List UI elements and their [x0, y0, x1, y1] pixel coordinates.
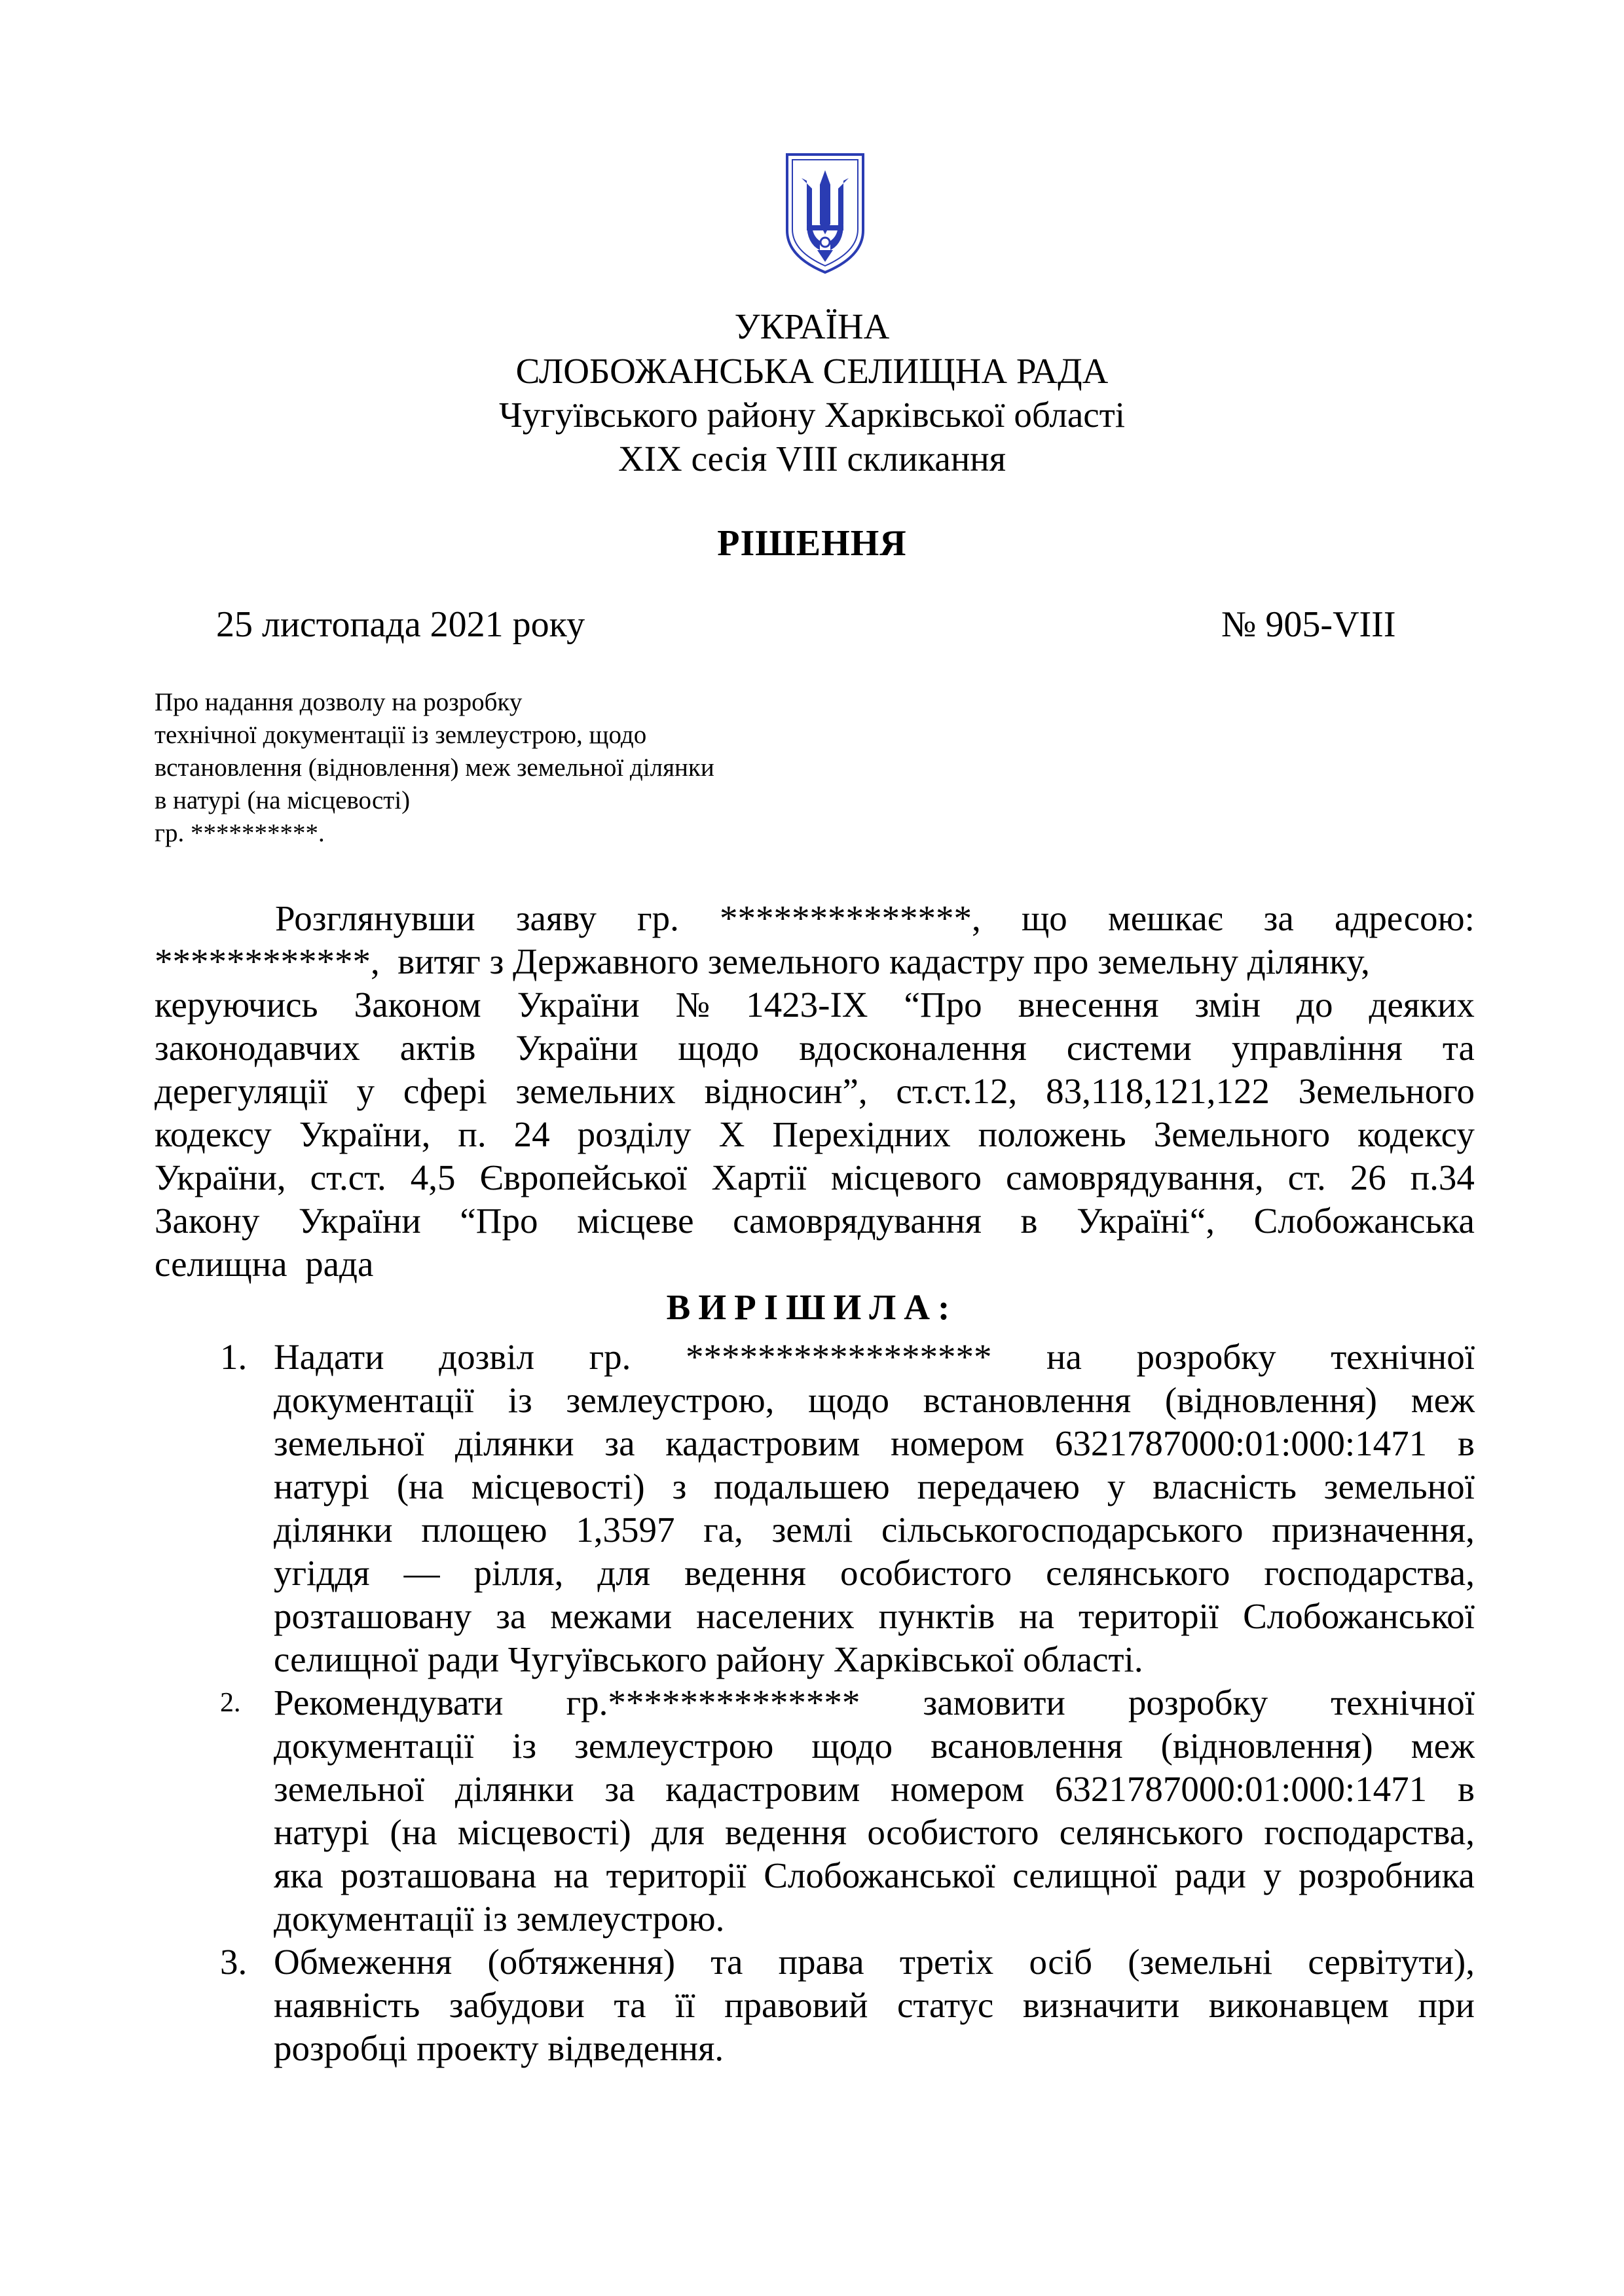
word: земельних	[515, 1071, 676, 1111]
word: яка	[274, 1855, 323, 1895]
document-date: 25 листопада 2021 року	[216, 604, 585, 645]
word: Слобожанської	[1243, 1596, 1475, 1636]
word: всановлення	[931, 1726, 1123, 1766]
word: землеустрою	[574, 1726, 774, 1766]
word: меж	[1411, 1380, 1475, 1420]
header-session: XIX сесія VIII скликання	[618, 439, 1006, 479]
word: Україні“,	[1077, 1201, 1215, 1241]
word: до	[1297, 985, 1333, 1025]
word: розташована	[340, 1855, 537, 1895]
word: за	[1263, 898, 1294, 938]
word: адресою:	[1334, 898, 1475, 938]
word: п.34	[1410, 1157, 1475, 1197]
item-line	[274, 1768, 1475, 1811]
word: ведення	[684, 1553, 806, 1593]
word: із	[512, 1726, 537, 1766]
word: ст.ст.12,	[896, 1071, 1018, 1111]
word: земельної	[274, 1769, 425, 1809]
word: статус	[896, 1985, 994, 2025]
word: та	[710, 1942, 743, 1982]
word: правовий	[724, 1985, 868, 2025]
item-line	[274, 1422, 1475, 1465]
word: забудови	[449, 1985, 585, 2025]
word: наявність	[274, 1985, 420, 2025]
word: самоврядування,	[1006, 1157, 1264, 1197]
word: гр.**************	[566, 1683, 860, 1722]
word: номером	[891, 1769, 1025, 1809]
word: розробника	[1299, 1855, 1475, 1895]
word: замовити	[923, 1683, 1065, 1722]
word: розробку	[1136, 1337, 1276, 1377]
word: та	[1442, 1028, 1475, 1068]
word: України	[298, 1201, 421, 1241]
word: Слобожанська	[1253, 1201, 1475, 1241]
subject-line: технічної документації із землеустрою, щодо	[155, 721, 647, 749]
word: кадастровим	[665, 1423, 860, 1463]
preamble-paragraph	[155, 897, 1475, 1286]
word: (відновлення)	[1160, 1726, 1373, 1766]
word: у	[1107, 1467, 1126, 1506]
item-number: 2.	[220, 1688, 241, 1718]
word: заяву	[515, 898, 597, 938]
word: Обмеження	[274, 1942, 452, 1982]
word: населених	[696, 1596, 855, 1636]
word: рілля,	[473, 1553, 564, 1593]
item-line	[274, 1379, 1475, 1422]
preamble-line	[155, 1199, 1475, 1243]
header-council: СЛОБОЖАНСЬКА СЕЛИЩНА РАДА	[515, 351, 1109, 391]
word: Хартії	[711, 1157, 807, 1197]
word: у	[1263, 1855, 1282, 1895]
word: в	[1457, 1769, 1475, 1809]
word: **************,	[720, 898, 981, 938]
word: розробці проекту відведення.	[274, 2028, 724, 2068]
word: на	[1019, 1596, 1055, 1636]
decision-item	[155, 1941, 1475, 2070]
preamble-line	[155, 897, 1475, 940]
word: п.	[458, 1114, 487, 1154]
item-line	[274, 1984, 1475, 2027]
subject-line: в натурі (на місцевості)	[155, 786, 411, 814]
word: положень	[978, 1114, 1126, 1154]
word: господарства,	[1264, 1812, 1475, 1852]
word: витяг з Державного земельного кадастру про земельну ділянку,	[379, 941, 1370, 981]
word: України	[517, 985, 640, 1025]
word: меж	[1411, 1726, 1475, 1766]
word: номером	[891, 1423, 1025, 1463]
word: документації	[274, 1726, 474, 1766]
word: Законом	[354, 985, 481, 1025]
word: для	[597, 1553, 651, 1593]
word: натурі	[274, 1812, 370, 1852]
word: осіб	[1029, 1942, 1093, 1982]
word: “Про	[904, 985, 982, 1025]
word: Європейської	[479, 1157, 688, 1197]
word: виконавцем	[1208, 1985, 1389, 2025]
word: 1,3597	[576, 1510, 675, 1550]
word: для	[652, 1812, 705, 1852]
word: (земельні	[1128, 1942, 1273, 1982]
word: земельної	[274, 1423, 425, 1463]
word: селищної ради Чугуївського району Харківської області.	[274, 1639, 1143, 1679]
word: в	[1020, 1201, 1038, 1241]
word: щодо	[678, 1028, 760, 1068]
word: в	[1457, 1423, 1475, 1463]
word: України	[515, 1028, 638, 1068]
word: селищної	[1012, 1855, 1158, 1895]
item-line	[274, 1681, 1475, 1724]
word: ст.	[1287, 1157, 1326, 1197]
word: ділянки	[454, 1769, 574, 1809]
item-line	[274, 1941, 1475, 1984]
word: межами	[550, 1596, 673, 1636]
word: території	[1078, 1596, 1219, 1636]
word: (обтяження)	[487, 1942, 676, 1982]
item-line	[274, 1465, 1475, 1508]
word: пунктів	[878, 1596, 995, 1636]
word: подальшею	[714, 1467, 890, 1506]
word: сервітути),	[1308, 1942, 1475, 1982]
subject-line: гр. **********.	[155, 819, 325, 847]
word: Закону	[155, 1201, 260, 1241]
preamble-line	[155, 1027, 1475, 1070]
word: ведення	[725, 1812, 847, 1852]
word: керуючись	[155, 985, 318, 1025]
document-title: РІШЕННЯ	[717, 523, 907, 564]
word: технічної	[1331, 1683, 1475, 1722]
word: вдосконалення	[799, 1028, 1027, 1068]
word: (відновлення)	[1164, 1380, 1377, 1420]
decision-items-list	[155, 1336, 1475, 2070]
preamble-line	[155, 1070, 1475, 1113]
word: з	[672, 1467, 687, 1506]
word: третіх	[899, 1942, 994, 1982]
word: на	[553, 1855, 589, 1895]
word: ділянки	[274, 1510, 393, 1550]
word: га,	[703, 1510, 743, 1550]
item-line	[274, 1854, 1475, 1897]
word: управління	[1231, 1028, 1403, 1068]
word: та	[614, 1985, 646, 2025]
word: №	[675, 985, 710, 1025]
item-line	[274, 1811, 1475, 1854]
word: *****************	[685, 1337, 992, 1377]
item-line	[274, 1508, 1475, 1552]
word: що	[1021, 898, 1067, 938]
word: Земельного	[1298, 1071, 1475, 1111]
word: землі	[771, 1510, 853, 1550]
word: Слобожанської	[764, 1855, 995, 1895]
word: ст.ст.	[310, 1157, 386, 1197]
preamble-line	[155, 940, 1475, 983]
preamble-line	[155, 1243, 1475, 1286]
word: “Про	[460, 1201, 538, 1241]
word: України,	[299, 1114, 431, 1154]
item-line	[274, 1595, 1475, 1638]
word: особистого	[867, 1812, 1039, 1852]
word: кадастровим	[665, 1769, 860, 1809]
preamble-line	[155, 983, 1475, 1027]
word: господарства,	[1264, 1553, 1475, 1593]
word: кодексу	[155, 1114, 272, 1154]
item-line	[274, 1336, 1475, 1379]
word: ради	[1174, 1855, 1246, 1895]
word: технічної	[1331, 1337, 1475, 1377]
word: ************,	[155, 941, 380, 981]
preamble-line	[155, 1156, 1475, 1199]
decision-item	[155, 1336, 1475, 1681]
word: деяких	[1369, 985, 1475, 1025]
word: угіддя	[274, 1553, 370, 1593]
word: визначити	[1022, 1985, 1180, 2025]
word: 83,118,121,122	[1046, 1071, 1270, 1111]
word: дерегуляції	[155, 1071, 328, 1111]
word: сільськогосподарського	[881, 1510, 1244, 1550]
word: території	[606, 1855, 747, 1895]
word: документації	[274, 1380, 474, 1420]
word: площею	[421, 1510, 547, 1550]
word: розділу	[577, 1114, 692, 1154]
decided-heading: ВИРІШИЛА:	[666, 1287, 958, 1327]
word: натурі	[274, 1467, 370, 1506]
word: її	[675, 1985, 695, 2025]
word: за	[604, 1769, 635, 1809]
word: місцевого	[830, 1157, 982, 1197]
word: особистого	[840, 1553, 1012, 1593]
word: права	[778, 1942, 864, 1982]
word: землеустрою,	[566, 1380, 775, 1420]
word: —	[403, 1553, 440, 1593]
word: щодо	[808, 1380, 889, 1420]
word: 1423-IX	[746, 985, 868, 1025]
word: місцевості)	[457, 1812, 631, 1852]
word: за	[604, 1423, 635, 1463]
item-line	[274, 2027, 1475, 2070]
word: Перехідних	[772, 1114, 951, 1154]
word: самоврядування	[733, 1201, 982, 1241]
word: мешкає	[1107, 898, 1223, 938]
word: сфері	[403, 1071, 487, 1111]
item-number: 1.	[220, 1337, 248, 1377]
word: гр.	[589, 1337, 631, 1377]
word: документації із землеустрою.	[274, 1899, 725, 1939]
word: 6321787000:01:000:1471	[1054, 1769, 1428, 1809]
word: встановлення	[923, 1380, 1132, 1420]
word: Земельного	[1153, 1114, 1331, 1154]
word: 4,5	[410, 1157, 456, 1197]
word: при	[1418, 1985, 1475, 2025]
word: розташовану	[274, 1596, 472, 1636]
word: місцеве	[577, 1201, 694, 1241]
item-line	[274, 1638, 1475, 1681]
word: змін	[1194, 985, 1261, 1025]
word: Розглянувши	[275, 898, 475, 938]
word: ділянки	[454, 1423, 574, 1463]
word: внесення	[1018, 985, 1159, 1025]
word: (на	[390, 1812, 437, 1852]
header-district: Чугуївського району Харківської області	[498, 395, 1126, 435]
item-number: 3.	[220, 1942, 248, 1982]
word: гр.	[637, 898, 679, 938]
word: актів	[399, 1028, 476, 1068]
header-country: УКРАЇНА	[734, 306, 890, 346]
word: Рекомендувати	[274, 1683, 504, 1722]
word: передачею	[917, 1467, 1080, 1506]
word: у	[356, 1071, 375, 1111]
item-line	[274, 1552, 1475, 1595]
word: Х	[718, 1114, 745, 1154]
word: власність	[1153, 1467, 1297, 1506]
subject-line: Про надання дозволу на розробку	[155, 688, 523, 716]
word: 6321787000:01:000:1471	[1054, 1423, 1428, 1463]
word: дозвіл	[439, 1337, 535, 1377]
word: розробку	[1128, 1683, 1268, 1722]
ukraine-coat-of-arms-icon	[784, 152, 866, 275]
word: щодо	[811, 1726, 893, 1766]
decision-subject	[155, 686, 875, 850]
decision-item	[155, 1681, 1475, 1941]
word: законодавчих	[155, 1028, 360, 1068]
word: із	[507, 1380, 532, 1420]
word: 26	[1350, 1157, 1386, 1197]
word: України,	[155, 1157, 286, 1197]
word: (на	[396, 1467, 445, 1506]
item-line	[274, 1897, 1475, 1941]
preamble-line	[155, 1113, 1475, 1156]
word: земельної	[1323, 1467, 1475, 1506]
word: кодексу	[1357, 1114, 1475, 1154]
word: місцевості)	[471, 1467, 645, 1506]
document-number: № 905-VIII	[1221, 604, 1396, 645]
word: Надати	[274, 1337, 384, 1377]
item-line	[274, 1724, 1475, 1768]
word: на	[1046, 1337, 1082, 1377]
word: призначення,	[1272, 1510, 1475, 1550]
word: відносин”,	[704, 1071, 868, 1111]
word: селянського	[1046, 1553, 1230, 1593]
subject-line: встановлення (відновлення) меж земельної ділянки	[155, 754, 714, 782]
word: системи	[1066, 1028, 1192, 1068]
word: селищна рада	[155, 1244, 374, 1284]
word: 24	[513, 1114, 550, 1154]
word: селянського	[1059, 1812, 1244, 1852]
word: за	[496, 1596, 526, 1636]
